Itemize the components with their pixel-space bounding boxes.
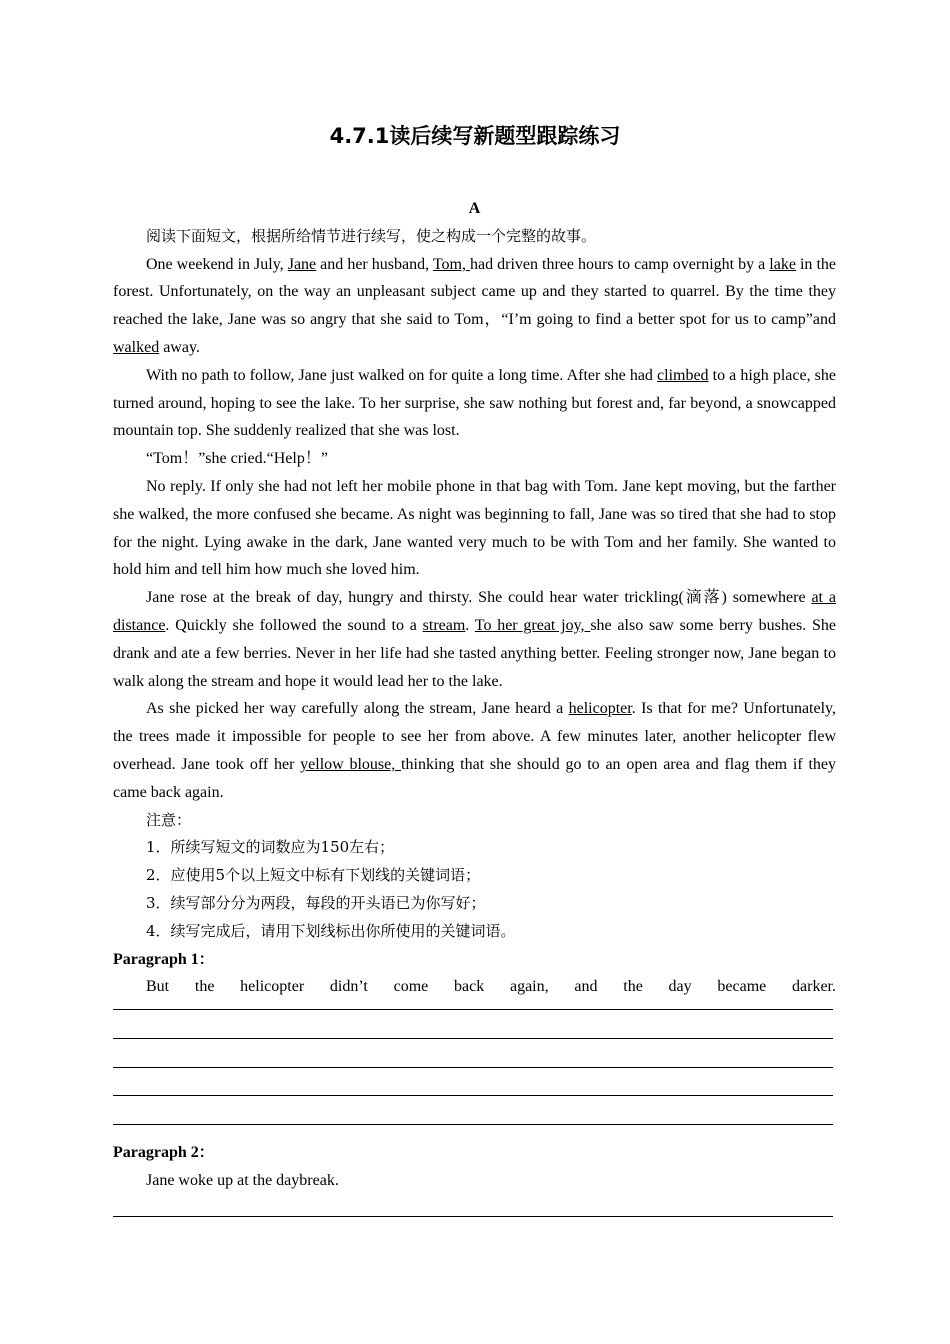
text-run: in the forest. Unfortunately, on the way an unpleasant subject came up and they started to quarrel. By the time they reached the lake, Jane was so angry that she said to Tom，“I’m going to find a better spot for us to camp”and [113,255,837,329]
colon: ： [198,1143,214,1162]
keyword-walked: walked [113,338,160,356]
answer-line[interactable] [113,1010,833,1039]
keyword-at-a-distance: at a distance [113,589,836,634]
paragraph-1-label [113,946,836,974]
paragraph-1-label-text: Paragraph 1 [113,950,199,968]
notes-label: 注意： [146,810,192,829]
text-run: had driven three hours to camp overnight by a [470,255,770,273]
colon: ： [198,949,214,968]
document-body [113,195,836,1217]
note-item: 4．续写完成后，请用下划线标出你所使用的关键词语。 [146,921,516,940]
passage-paragraph-3: “Tom！”she cried.“Help！” [146,450,328,468]
paragraph-2-opening: Jane woke up at the daybreak. [146,1171,339,1189]
text-run: . [465,616,475,634]
keyword-yellow-blouse: yellow blouse, [300,755,402,773]
answer-line[interactable] [113,1068,833,1097]
note-item: 3．续写部分分为两段，每段的开头语已为你写好； [146,893,486,912]
keyword-stream: stream [422,616,466,634]
text-run: Jane rose at the break of day, hungry and thirsty. She could hear water trickling(滴落) somewhere [146,589,812,607]
text-run: One weekend in July, [146,255,288,273]
passage-paragraph-4: No reply. If only she had not left her mobile phone in that bag with Tom. Jane kept moving, but the farther she walked, the more confused she became. As night was beginning to fall, Jane was so tired that she had to stop for the night. Lying awake in the dark, Jane wanted very much to be with Tom and her family. She wanted to hold him and tell him how much she loved him. [113,477,836,579]
note-item: 1．所续写短文的词数应为150左右； [146,838,395,857]
page-title: 4.7.1读后续写新题型跟踪练习 [329,124,621,148]
passage-paragraph-1 [113,251,836,362]
instruction-text: 阅读下面短文，根据所给情节进行续写，使之构成一个完整的故事。 [146,226,597,245]
text-run: thinking that she should go to an open area and flag them if they came back again. [113,755,836,801]
answer-line[interactable] [113,1039,833,1068]
passage-paragraph-5 [113,584,836,695]
text-run: . Is that for me? Unfortunately, the trees made it impossible for people to see her from above. A few minutes later, another helicopter flew overhead. Jane took off her [113,700,836,773]
text-run: to a high place, she turned around, hoping to see the lake. To her surprise, she saw nothing but forest and, far beyond, a snowcapped mountain top. She suddenly realized that she was lost. [113,366,836,440]
answer-line[interactable] [113,1096,833,1125]
keyword-jane: Jane [287,255,317,273]
text-run: away. [159,338,200,356]
text-run: With no path to follow, Jane just walked on for quite a long time. After she had [146,366,658,384]
passage-paragraph-6 [113,695,836,806]
text-run: . Quickly she followed the sound to a [165,616,423,634]
keyword-helicopter: helicopter [568,700,632,718]
paragraph-1-opening: But the helicopter didn’t come back again, and the day became darker. [146,978,836,996]
paragraph-2-label [113,1139,836,1167]
keyword-lake: lake [769,255,796,273]
note-item: 2．应使用5个以上短文中标有下划线的关键词语； [146,866,481,885]
section-label: A [468,200,481,217]
text-run: and her husband, [316,255,433,273]
keyword-climbed: climbed [657,366,709,384]
text-run: she also saw some berry bushes. She drank and ate a few berries. Never in her life had she tasted anything better. Feeling stronger now, Jane began to walk along the stream and hope it would lead her to the lake. [113,616,837,690]
passage-paragraph-2 [113,362,836,445]
keyword-tom: Tom, [432,255,470,273]
paragraph-2-label-text: Paragraph 2 [113,1144,199,1162]
text-run: As she picked her way carefully along the stream, Jane heard a [146,700,569,718]
keyword-to-her-great-joy: To her great joy, [474,616,591,634]
